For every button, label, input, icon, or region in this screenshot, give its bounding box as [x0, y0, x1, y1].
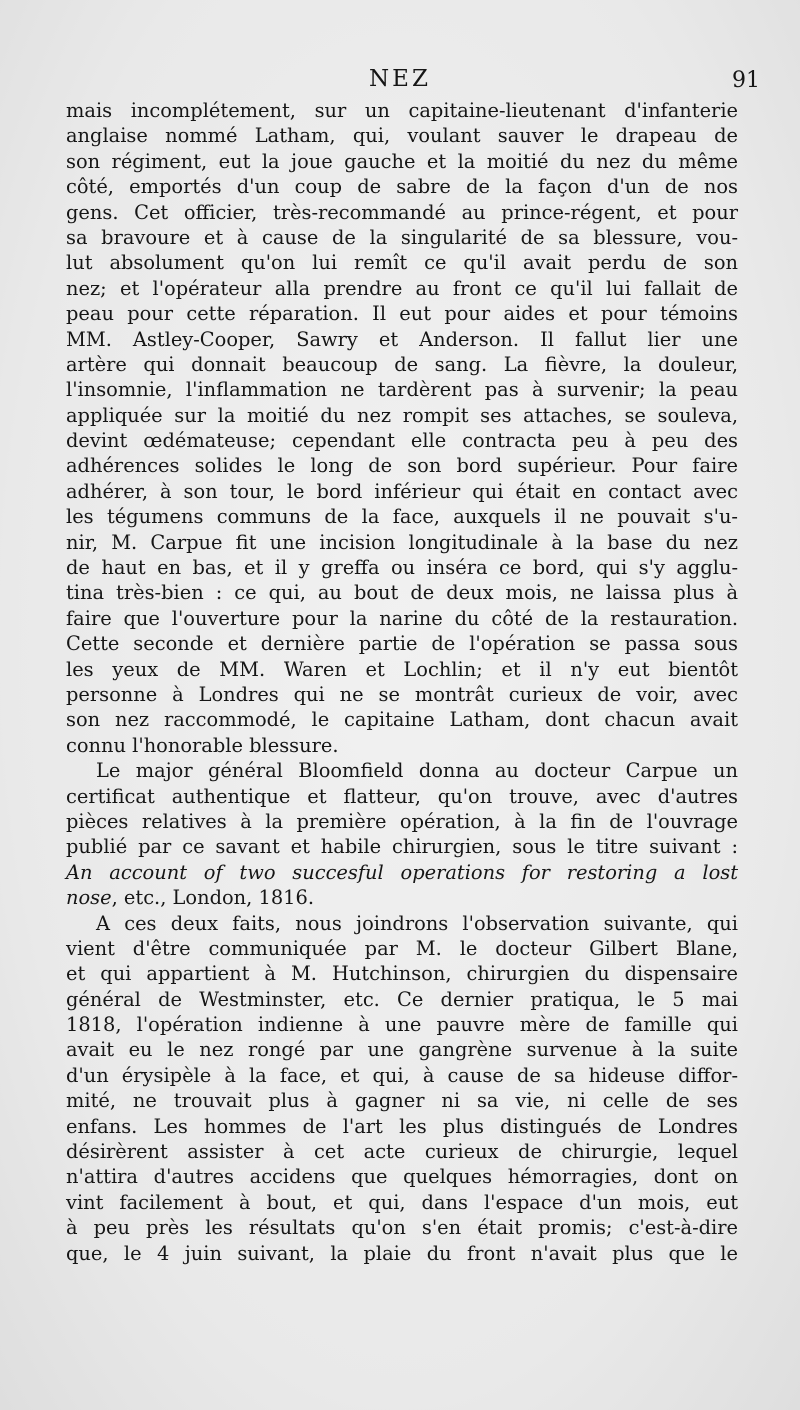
text-line	[66, 580, 738, 605]
text-line	[66, 1088, 738, 1113]
text-line	[66, 377, 738, 402]
line-text: son nez raccommodé, le capitaine Latham, dont chacun avait	[66, 708, 738, 732]
line-text: 1818, l'opération indienne à une pauvre mère de famille qui	[66, 1013, 738, 1037]
text-line	[66, 885, 738, 910]
line-text: l'insomnie, l'inflammation ne tardèrent pas à survenir; la peau	[66, 378, 738, 402]
line-text: nez; et l'opérateur alla prendre au front ce qu'il lui fallait de	[66, 276, 738, 300]
page-number: 91	[732, 68, 760, 93]
line-text: devint œdémateuse; cependant elle contracta peu à peu des	[66, 429, 738, 453]
line-text: à peu près les résultats qu'on s'en était promis; c'est-à-dire	[66, 1216, 738, 1240]
line-text: peau pour cette réparation. Il eut pour aides et pour témoins	[66, 302, 738, 326]
text-line	[66, 657, 738, 682]
text-line	[66, 784, 738, 809]
text-line	[66, 301, 738, 326]
text-line	[66, 1063, 738, 1088]
line-text: connu l'honorable blessure.	[66, 733, 339, 757]
line-text: désirèrent assister à cet acte curieux de chirurgie, lequel	[66, 1140, 738, 1164]
line-text: faire que l'ouverture pour la narine du côté de la restauration.	[66, 606, 738, 630]
running-title: NEZ	[369, 66, 431, 92]
text-line	[66, 987, 738, 1012]
text-line	[66, 174, 738, 199]
text-line	[66, 479, 738, 504]
line-text: vient d'être communiquée par M. le docteur Gilbert Blane,	[66, 936, 738, 960]
text-line	[66, 733, 738, 758]
text-line	[66, 123, 738, 148]
text-line	[66, 1164, 738, 1189]
text-line	[66, 682, 738, 707]
text-line	[66, 149, 738, 174]
line-text: mais incomplétement, sur un capitaine-lieutenant d'infanterie	[66, 99, 738, 122]
text-line	[66, 707, 738, 732]
line-text: Cette seconde et dernière partie de l'opération se passa sous	[66, 632, 738, 656]
line-text: anglaise nommé Latham, qui, voulant sauver le drapeau de	[66, 124, 738, 148]
text-line	[66, 504, 738, 529]
text-line	[66, 530, 738, 555]
text-line	[66, 276, 738, 301]
text-line	[66, 225, 738, 250]
text-line	[66, 250, 738, 275]
text-line	[66, 1190, 738, 1215]
text-line	[66, 809, 738, 834]
text-line	[66, 631, 738, 656]
line-text: certificat authentique et flatteur, qu'on trouve, avec d'autres	[66, 784, 738, 808]
text-line	[66, 1114, 738, 1139]
line-text: les yeux de MM. Waren et Lochlin; et il n'y eut bientôt	[66, 657, 738, 681]
text-line	[66, 98, 738, 123]
line-text: artère qui donnait beaucoup de sang. La fièvre, la douleur,	[66, 352, 738, 376]
text-line	[66, 1215, 738, 1240]
text-line	[66, 606, 738, 631]
text-line	[66, 758, 738, 783]
line-text: d'un érysipèle à la face, et qui, à cause de sa hideuse diffor-	[66, 1063, 738, 1087]
body-text	[66, 98, 738, 1266]
line-text: pièces relatives à la première opération, à la fin de l'ouvrage	[66, 809, 738, 833]
line-text: personne à Londres qui ne se montrât curieux de voir, avec	[66, 682, 738, 706]
line-text: , etc., London, 1816.	[111, 886, 314, 910]
line-text: An account of two succesful operations for restoring a lost	[66, 860, 738, 884]
line-text: que, le 4 juin suivant, la plaie du front n'avait plus que le	[66, 1241, 738, 1265]
italic-text: nose	[66, 886, 112, 910]
line-text: et qui appartient à M. Hutchinson, chirurgien du dispensaire	[66, 962, 738, 986]
line-text: nir, M. Carpue fit une incision longitudinale à la base du nez	[66, 530, 738, 554]
line-text: Le major général Bloomfield donna au docteur Carpue un	[96, 759, 738, 783]
line-text: côté, emportés d'un coup de sabre de la façon d'un de nos	[66, 175, 738, 199]
text-line	[66, 1037, 738, 1062]
text-line	[66, 555, 738, 580]
text-line	[66, 428, 738, 453]
text-line	[66, 911, 738, 936]
text-line	[66, 936, 738, 961]
line-text: adhérer, à son tour, le bord inférieur qui était en contact avec	[66, 479, 738, 503]
text-line	[66, 1012, 738, 1037]
line-text: général de Westminster, etc. Ce dernier pratiqua, le 5 mai	[66, 987, 738, 1011]
text-line	[66, 834, 738, 859]
line-text: gens. Cet officier, très-recommandé au prince-régent, et pour	[66, 200, 738, 224]
line-text: publié par ce savant et habile chirurgien, sous le titre suivant :	[66, 835, 738, 859]
line-text: de haut en bas, et il y greffa ou inséra ce bord, qui s'y agglu-	[66, 556, 738, 580]
line-text: MM. Astley-Cooper, Sawry et Anderson. Il fallut lier une	[66, 327, 738, 351]
line-text: les tégumens communs de la face, auxquels il ne pouvait s'u-	[66, 505, 738, 529]
line-text: A ces deux faits, nous joindrons l'observation suivante, qui	[96, 911, 738, 935]
line-text: son régiment, eut la joue gauche et la moitié du nez du même	[66, 149, 738, 173]
text-line	[66, 1241, 738, 1266]
text-line	[66, 352, 738, 377]
line-text: n'attira d'autres accidens que quelques hémorragies, dont on	[66, 1165, 738, 1189]
text-line	[66, 327, 738, 352]
line-text: avait eu le nez rongé par une gangrène survenue à la suite	[66, 1038, 738, 1062]
text-line	[66, 860, 738, 885]
text-line	[66, 200, 738, 225]
line-text: mité, ne trouvait plus à gagner ni sa vie, ni celle de ses	[66, 1089, 738, 1113]
text-line	[66, 961, 738, 986]
text-line	[66, 453, 738, 478]
line-text: adhérences solides le long de son bord supérieur. Pour faire	[66, 454, 738, 478]
line-text: lut absolument qu'on lui remît ce qu'il avait perdu de son	[66, 251, 738, 275]
line-text: vint facilement à bout, et qui, dans l'espace d'un mois, eut	[66, 1190, 738, 1214]
text-line	[66, 1139, 738, 1164]
text-line	[66, 403, 738, 428]
line-text: appliquée sur la moitié du nez rompit ses attaches, se souleva,	[66, 403, 738, 427]
line-text: sa bravoure et à cause de la singularité de sa blessure, vou-	[66, 225, 738, 249]
line-text: tina très-bien : ce qui, au bout de deux mois, ne laissa plus à	[66, 581, 738, 605]
line-text: enfans. Les hommes de l'art les plus distingués de Londres	[66, 1114, 738, 1138]
